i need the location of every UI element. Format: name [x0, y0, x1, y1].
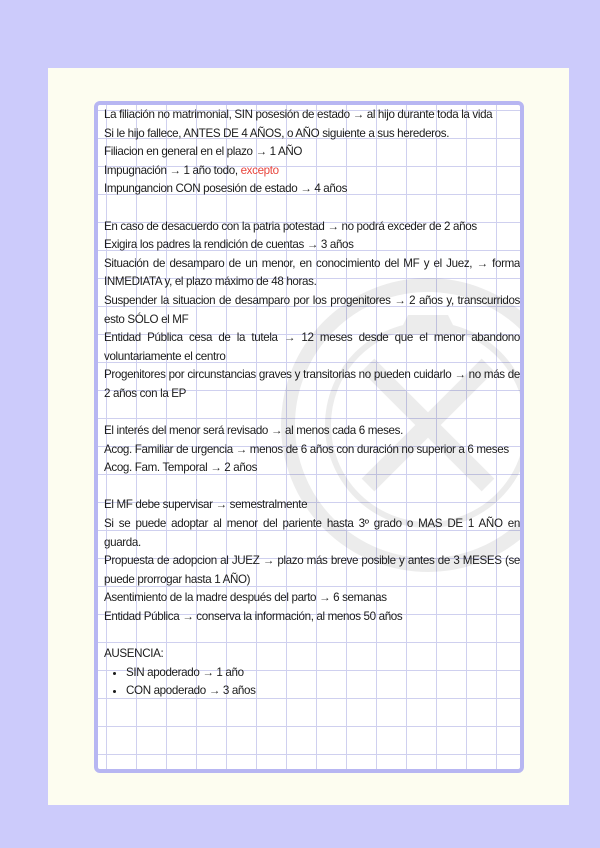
note-line: [104, 180, 520, 199]
note-line: [104, 422, 520, 441]
note-line-text: La filiación no matrimonial, SIN posesión de estado → al hijo durante toda la vida: [104, 108, 493, 121]
note-line: [104, 589, 520, 608]
highlighted-word: excepto: [240, 163, 279, 177]
note-line-text: Acog. Fam. Temporal → 2 años: [104, 461, 258, 475]
note-line: [104, 125, 520, 144]
note-line: [104, 106, 520, 125]
list-item: • SIN apoderado → 1 año: [126, 664, 520, 683]
note-line-text: Si le hijo fallece, ANTES DE 4 AÑOS, o AÑO siguiente a sus herederos.: [104, 126, 450, 140]
note-line: [104, 459, 520, 478]
note-line-text: Progenitores por circunstancias graves y transitorias no pueden cuidarlo → no más de 2 años con la EP: [104, 368, 520, 400]
paragraph-gap: [104, 404, 520, 423]
note-line: [104, 329, 520, 366]
note-line-text: Suspender la situacion de desamparo por los progenitores → 2 años y, transcurridos esto SÓLO el MF: [104, 293, 520, 326]
note-line-text: Exigira los padres la rendición de cuentas → 3 años: [104, 238, 354, 252]
paragraph-gap: [104, 627, 520, 646]
list-item: • CON apoderado → 3 años: [126, 682, 520, 701]
note-line-text: El interés del menor será revisado → al menos cada 6 meses.: [104, 424, 403, 438]
note-line: [104, 515, 520, 552]
note-line: [104, 496, 520, 515]
note-line: [104, 143, 520, 162]
note-line: [104, 162, 520, 181]
notes-text: [104, 106, 520, 701]
note-line-text: Impugnación → 1 año todo,: [104, 163, 241, 177]
note-line-text: AUSENCIA:: [104, 647, 164, 661]
note-line-text: Entidad Pública cesa de la tutela → 12 meses desde que el menor abandono voluntariamente el centro: [104, 331, 520, 363]
note-line: [104, 218, 520, 237]
ausencia-list: [104, 664, 520, 701]
note-line-text: Si se puede adoptar al menor del pariente hasta 3º grado o MAS DE 1 AÑO en guarda.: [104, 517, 520, 549]
note-line: [104, 292, 520, 329]
note-line-text: Impungancion CON posesión de estado → 4 años: [104, 182, 348, 196]
paragraph-gap: [104, 199, 520, 218]
note-line: [104, 645, 520, 664]
note-line-text: Asentimiento de la madre después del parto → 6 semanas: [104, 591, 387, 605]
notes-card: [94, 101, 524, 773]
note-line: [104, 236, 520, 255]
note-line: [104, 608, 520, 627]
note-line: [104, 366, 520, 403]
note-line-text: Propuesta de adopcion al JUEZ → plazo más breve posible y antes de 3 MESES (se puede prorrogar hasta 1 AÑO): [104, 554, 520, 586]
paragraph-gap: [104, 478, 520, 497]
note-line: [104, 441, 520, 460]
note-line: [104, 255, 520, 292]
note-line-text: El MF debe supervisar → semestralmente: [104, 498, 308, 512]
note-line-text: En caso de desacuerdo con la patria potestad → no podrá exceder de 2 años: [104, 219, 477, 233]
note-line-text: Entidad Pública → conserva la información, al menos 50 años: [104, 610, 403, 624]
note-line: [104, 552, 520, 589]
note-line-text: Situación de desamparo de un menor, en conocimiento del MF y el Juez, → forma INMEDIATA y, el plazo máximo de 48 horas.: [104, 256, 520, 289]
note-line-text: Acog. Familiar de urgencia → menos de 6 años con duración no superior a 6 meses: [104, 442, 509, 456]
note-line-text: Filiacion en general en el plazo → 1 AÑO: [104, 145, 303, 159]
